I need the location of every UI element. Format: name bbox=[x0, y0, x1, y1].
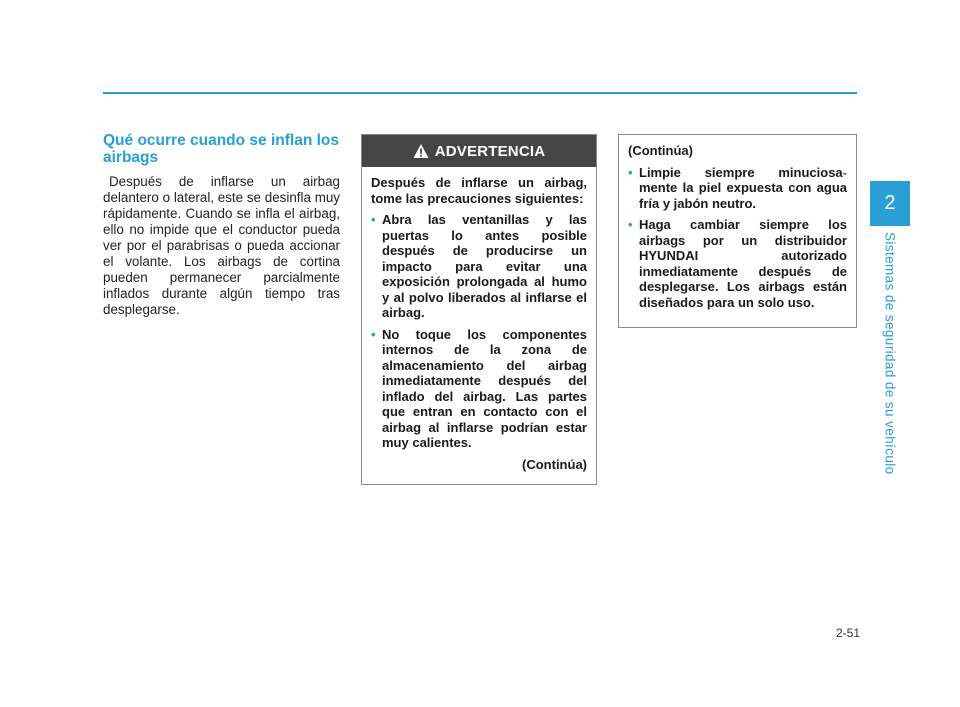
warning-intro: Después de inflarse un airbag, tome las precauciones siguientes: bbox=[371, 175, 587, 206]
chapter-title: Sistemas de seguridad de su vehículo bbox=[882, 232, 898, 475]
section-body: Después de inflarse un airbag delantero o lateral, este se desinfla muy rápidamente. Cuando se infla el airbag, ello no impide que el conductor pueda ver por el parabrisas o pueda accionar el volante. Los airbags de cortina pueden permanecer parcialmente inflados durante algún tiempo tras desplegarse. bbox=[103, 174, 340, 317]
warning-title: ADVERTENCIA bbox=[434, 142, 546, 160]
continues-label: (Continúa) bbox=[522, 456, 587, 472]
warning-item: • No toque los componentes internos de la zona de almacenamiento del airbag inmediatamente después del inflado del airbag. Las partes que entran en contacto con el airbag al inflarse podrían estar muy calientes. bbox=[371, 326, 587, 450]
bullet-dot: • bbox=[628, 164, 633, 180]
warning-box bbox=[361, 134, 597, 485]
airbag-section bbox=[103, 132, 340, 318]
continued-body bbox=[619, 135, 856, 310]
page-number: 2-51 bbox=[835, 626, 860, 640]
section-heading: Qué ocurre cuando se inflan los airbags bbox=[103, 132, 339, 166]
continued-header: (Continúa) bbox=[628, 143, 693, 158]
warning-header bbox=[362, 135, 596, 167]
hyphen-mark: - bbox=[842, 164, 847, 180]
warning-item: • Abra las ventanillas y las puertas lo antes posible después de producirse un impacto para evitar una exposición prolongada al humo y al polvo liberados al inflarse el airbag. bbox=[371, 212, 587, 320]
continued-list bbox=[628, 165, 847, 311]
warning-body bbox=[362, 167, 596, 472]
continued-box bbox=[618, 134, 857, 328]
warning-triangle-icon bbox=[413, 143, 429, 159]
chapter-tab: 2 bbox=[870, 181, 910, 226]
top-rule bbox=[103, 92, 857, 94]
bullet-dot: • bbox=[371, 212, 376, 227]
warning-list bbox=[371, 212, 587, 451]
bullet-dot: • bbox=[628, 217, 633, 232]
continued-item: • Haga cambiar siempre los airbags por un distribuidor HYUNDAI autorizado inmediatamente después de desplegarse. Los airbags están diseñados para un solo uso. bbox=[628, 217, 847, 310]
continued-item: • Limpie siempre minuciosa- mente la piel expuesta con agua fría y jabón neutro. bbox=[628, 164, 847, 211]
bullet-dot: • bbox=[371, 326, 376, 342]
